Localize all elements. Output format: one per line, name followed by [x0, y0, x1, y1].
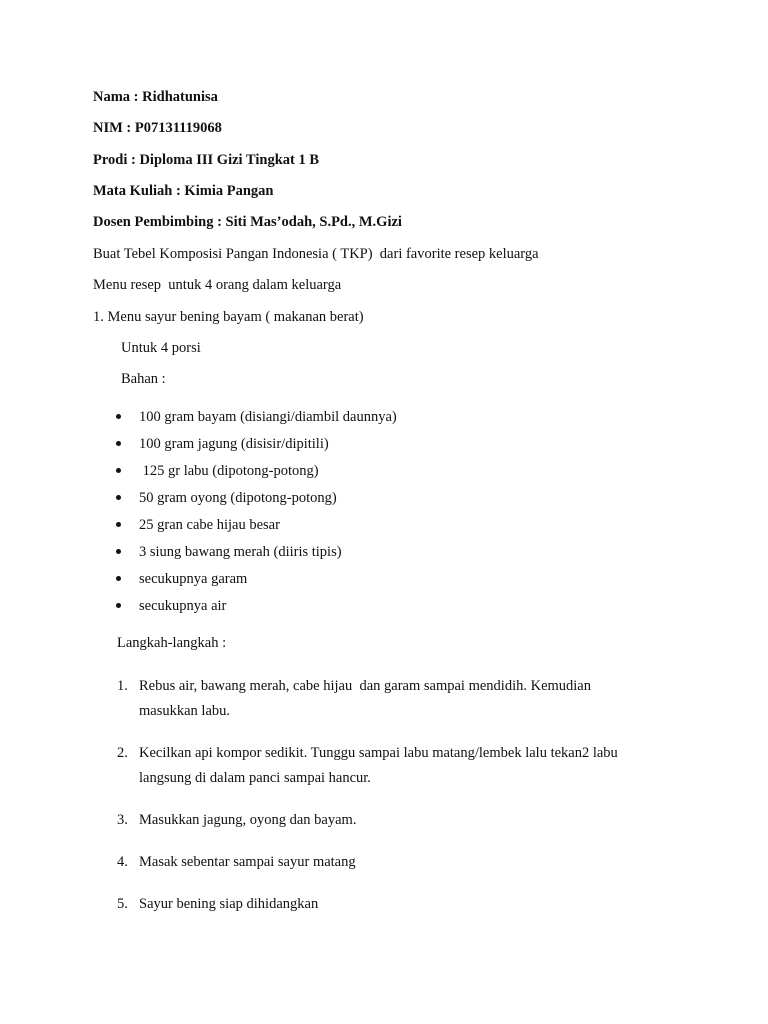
step-text: Masukkan jagung, oyong dan bayam.	[139, 812, 357, 828]
ingredient-text: 100 gram jagung (disisir/dipitili)	[139, 436, 329, 452]
course-name: Mata Kuliah : Kimia Pangan	[93, 183, 274, 199]
ingredient-text: secukupnya air	[139, 598, 227, 614]
student-nim: NIM : P07131119068	[93, 120, 222, 136]
steps-label: Langkah-langkah :	[117, 635, 227, 651]
bullet-icon	[116, 468, 121, 473]
ingredient-text: 25 gran cabe hijau besar	[139, 517, 280, 533]
step-text: Sayur bening siap dihidangkan	[139, 896, 319, 912]
bullet-icon	[116, 549, 121, 554]
ingredient-text: 100 gram bayam (disiangi/diambil daunnya)	[139, 409, 397, 425]
step-number: 1.	[117, 678, 128, 694]
menu-title: 1. Menu sayur bening bayam ( makanan berat)	[93, 309, 364, 325]
step-number: 4.	[117, 854, 128, 870]
step-text: langsung di dalam panci sampai hancur.	[139, 770, 371, 786]
bullet-icon	[116, 441, 121, 446]
ingredient-text: secukupnya garam	[139, 571, 248, 587]
study-program: Prodi : Diploma III Gizi Tingkat 1 B	[93, 152, 320, 168]
step-text: masukkan labu.	[139, 703, 231, 719]
task-description: Buat Tebel Komposisi Pangan Indonesia ( TKP) dari favorite resep keluarga	[93, 246, 539, 262]
ingredient-text: 50 gram oyong (dipotong-potong)	[139, 490, 337, 506]
ingredient-text: 125 gr labu (dipotong-potong)	[139, 463, 319, 479]
step-number: 5.	[117, 896, 128, 912]
ingredient-text: 3 siung bawang merah (diiris tipis)	[139, 544, 342, 560]
bullet-icon	[116, 522, 121, 527]
student-name: Nama : Ridhatunisa	[93, 89, 218, 105]
menu-note: Menu resep untuk 4 orang dalam keluarga	[93, 277, 342, 293]
bullet-icon	[116, 603, 121, 608]
step-number: 2.	[117, 745, 128, 761]
bullet-icon	[116, 414, 121, 419]
step-number: 3.	[117, 812, 128, 828]
ingredients-label: Bahan :	[121, 371, 166, 387]
step-text: Masak sebentar sampai sayur matang	[139, 854, 356, 870]
portion-text: Untuk 4 porsi	[121, 340, 201, 356]
step-text: Rebus air, bawang merah, cabe hijau dan garam sampai mendidih. Kemudian	[139, 678, 591, 694]
bullet-icon	[116, 495, 121, 500]
step-text: Kecilkan api kompor sedikit. Tunggu sampai labu matang/lembek lalu tekan2 labu	[139, 745, 618, 761]
bullet-icon	[116, 576, 121, 581]
supervisor-name: Dosen Pembimbing : Siti Mas’odah, S.Pd., M.Gizi	[93, 214, 402, 230]
